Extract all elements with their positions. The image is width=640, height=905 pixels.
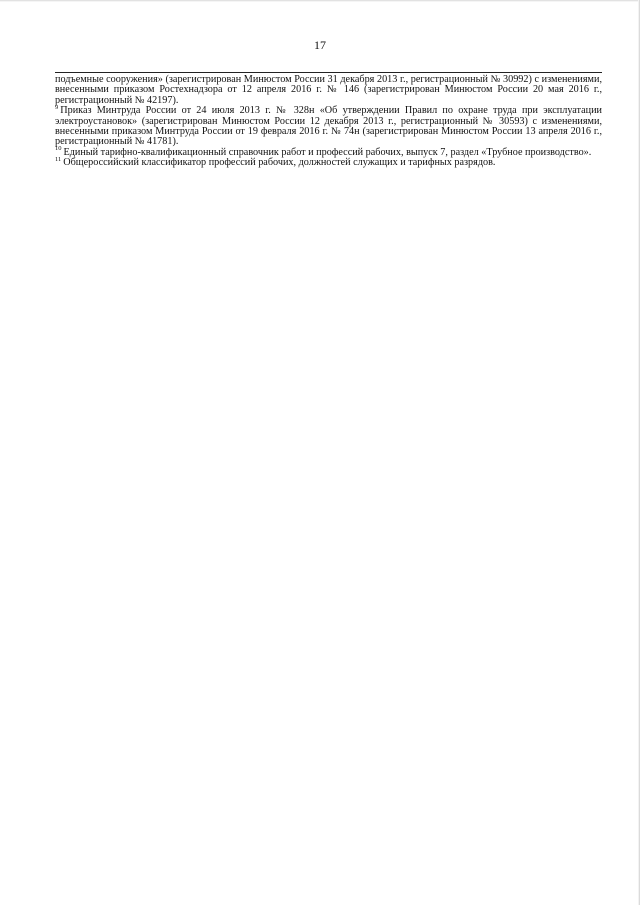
page-number: 17 [314, 38, 326, 52]
scan-edge-top [0, 0, 640, 2]
footnote-text: Общероссийский классификатор профессий рабочих, должностей служащих и тарифных разрядов. [63, 157, 496, 169]
footnote-marker: 11 [55, 155, 62, 163]
footnote-marker: 10 [55, 145, 62, 153]
footnote-text: Единый тарифно-квалификационный справочник работ и профессий рабочих, выпуск 7, раздел «Трубное производство». [63, 146, 592, 158]
footnote-11 [55, 155, 602, 169]
footnote-separator-rule [55, 72, 602, 73]
footnote-continuation [55, 75, 602, 106]
footnote-marker: 9 [55, 103, 59, 111]
footnote-text: подъемные сооружения» (зарегистрирован Минюстом России 31 декабря 2013 г., регистрационный № 30992) с изменениями, внесенными приказом Ростехнадзора от 12 апреля 2016 г. № 146 (зарегистрирован Минюстом России 20 мая 2016 г., регистрационный № 42197). [55, 74, 602, 106]
footnotes-block [55, 72, 602, 169]
footnote-9 [55, 103, 602, 148]
footnote-text: Приказ Минтруда России от 24 июля 2013 г. № 328н «Об утверждении Правил по охране труда при эксплуатации электроустановок» (зарегистрирован Минюстом России 12 декабря 2013 г., регистрационный № 30593) с изменениями, внесенными приказом Минтруда России от 19 февраля 2016 г. № 74н (зарегистрирован Минюстом России 13 апреля 2016 г., регистрационный № 41781). [55, 105, 602, 148]
